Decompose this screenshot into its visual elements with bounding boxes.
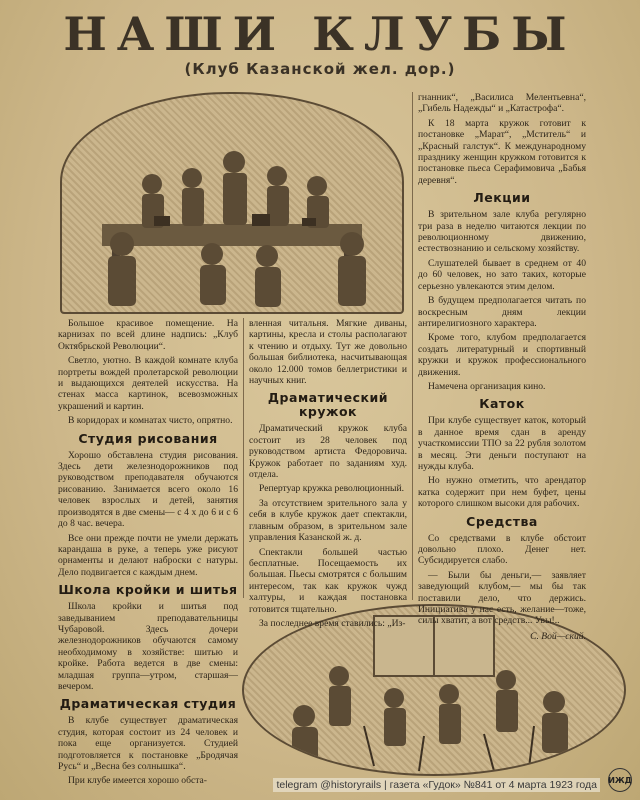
paragraph: В клубе существует драматическая студия, которая состоит из 24 человек и пока еще организуется. Студией подготовляется к постановке „Бродячая Русь“ и „Весна без солнышка“. <box>58 715 238 772</box>
column-right <box>418 92 586 642</box>
masthead <box>0 7 640 78</box>
paragraph: Репертуар кружка революционный. <box>259 483 404 495</box>
section-heading-studio-drawing: Студия рисования <box>78 430 218 446</box>
paragraph: гнанник“, „Василиса Мелентьевна“, „Гибель Надежды“ и „Катастрофа“. <box>418 92 586 115</box>
source-caption: telegram @historyrails | газета «Гудок» №841 от 4 марта 1923 года <box>273 778 600 792</box>
paragraph: Все они прежде почти не умели держать карандаша в руке, а теперь уже рисуют орнаменты и делают наброски с натуры. Дело подвигается с каждым днем. <box>58 532 238 578</box>
paragraph: Драматический кружок клуба состоит из 28 человек под руководством артиста Федоровича. Кружок работает по заданиям худ. отдела. <box>249 423 407 481</box>
paragraph: Со средствами в клубе обстоит довольно плохо. Денег нет. Субсидируется слабо. <box>418 532 586 567</box>
paragraph: Школа кройки и шитья под заведыванием преподавательницы Чубаровой. Здесь дочери железнодорожников обучаются самому необходимому в хозяйстве: шитью и кройке. Работа ведется в две смены: младшая группа—утром, старшая—вечером. <box>58 601 238 692</box>
paragraph: Светло, уютно. В каждой комнате клуба портреты вождей пролетарской революции и выдающихся деятелей искусства. На стенах масса картинок, всевозможных украшений и картин. <box>58 355 238 412</box>
paragraph: Хорошо обставлена студия рисования. Здесь дети железнодорожников под руководством преподавателя обучаются рисованию. Занимается всего около 16 человек взрослых и детей, занятия производятся в две смены— с 4 х до 6 и с 6 до 8 час. вечера. <box>58 449 238 530</box>
paragraph: В будущем предполагается читать по воскресным дням лекции антирелигиозного характера. <box>418 295 586 329</box>
page-title: НАШИ КЛУБЫ <box>63 7 577 61</box>
section-heading-rink: Каток <box>479 396 525 412</box>
column-middle <box>249 318 407 632</box>
section-heading-lectures: Лекции <box>473 190 531 206</box>
paragraph: Но нужно отметить, что арендатор катка содержит при нем буфет, цены которого слишком высоки для рабочих. <box>418 475 586 510</box>
engraving-scene <box>62 94 402 312</box>
page-subtitle: (Клуб Казанской жел. дор.) <box>184 60 456 78</box>
paragraph: Намечена организация кино. <box>428 380 546 392</box>
paragraph: Спектакли большей частью бесплатные. Посещаемость их большая. Пьесы смотрятся с большим интересом, так как кружок чужд халтуры, и каждая постановка готовится тщательно. <box>249 546 407 615</box>
paragraph: При клубе существует каток, который в данное время сдан в аренду участкомиссии ТПО за 22 рубля золотом в месяц. Эти деньги поступают на нужды клуба. <box>418 415 586 472</box>
paragraph: Большое красивое помещение. На карнизах по всей длине надпись: „Клуб Октябрьской Революции“. <box>58 318 238 352</box>
illustration-club-meeting <box>60 92 404 314</box>
paragraph: Кроме того, клубом предполагается создать литературный и спортивный кружки и кружок профессионального движения. <box>418 332 586 378</box>
author-signature: С. Вой—ский. <box>530 630 586 642</box>
paragraph: За отсутствием зрительного зала у себя в клубе кружок дает спектакли, главным образом, в зрительном зале управления Казанской ж. д. <box>249 497 407 544</box>
channel-logo-icon: ИЖД <box>608 768 632 792</box>
section-heading-drama-studio: Драматическая студия <box>59 696 237 712</box>
paragraph: Слушателей бывает в среднем от 40 до 60 человек, но зато таких, которые серьезно увлекаются этим делом. <box>418 257 586 292</box>
section-heading-drama-circle: Драматический кружок <box>267 390 389 420</box>
paragraph: В коридорах и комнатах чисто, опрятно. <box>68 415 233 427</box>
column-rule-right <box>412 92 413 600</box>
paragraph: При клубе имеется хорошо обста- <box>68 775 207 787</box>
column-rule-left <box>243 318 244 598</box>
paragraph: В зрительном зале клуба регулярно три раза в неделю читаются лекции по революционному движению, естествознанию и сельскому хозяйству. <box>418 209 586 255</box>
section-heading-school-sewing: Школа кройки и шитья <box>58 582 238 598</box>
section-heading-funds: Средства <box>466 513 538 529</box>
paragraph: За последнее время ставились: „Из- <box>259 617 406 629</box>
paragraph: К 18 марта кружок готовит к постановке „Марат“, „Мститель“ и „Красный галстук“. К международному празднику женщин кружком готовится к постановке пьеса Серафимовича „Бабья деревня“. <box>418 117 586 186</box>
paragraph: вленная читальня. Мягкие диваны, картины, кресла и столы располагают к чтению и отдыху. Тут же довольно большая библиотека, насчитывающая около 12.000 томов беллетристики и научных книг. <box>249 318 407 387</box>
paragraph: — Были бы деньги,— заявляет заведующий клубом,— мы бы так поставили дело, что держись. Инициатива у нас есть, желание—тоже, силы хватит, а вот средств... Увы!.. <box>418 569 586 627</box>
column-left <box>58 318 238 790</box>
